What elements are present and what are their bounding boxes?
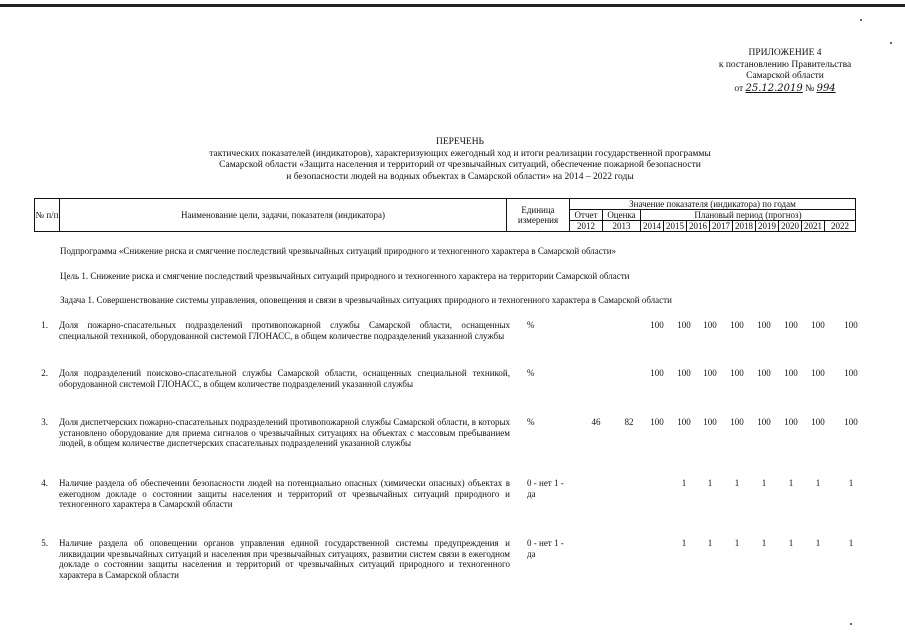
value-2019: 100 — [730, 417, 744, 427]
number-value: 994 — [816, 82, 836, 94]
row-unit: % — [527, 417, 535, 427]
title-line: Самарской области «Защита населения и территорий от чрезвычайных ситуаций, обеспечение пожарной безопасности — [219, 160, 701, 171]
table-header — [34, 198, 856, 232]
header-num: № п/п — [35, 199, 60, 232]
value-2020: 100 — [757, 320, 771, 330]
value-2022: 100 — [811, 368, 825, 378]
header-year: 2013 — [603, 221, 641, 232]
row-number: 1. — [41, 320, 48, 330]
appendix-block — [700, 48, 870, 95]
header-year: 2015 — [664, 221, 687, 232]
value-extra: 1 — [848, 478, 854, 488]
row-name: Доля подразделений поисково-спасательной службы Самарской области, оснащенных специальной техникой, оборудованной системой ГЛОНАСС, в общем количестве подразделений указанной службы — [59, 368, 510, 389]
appendix-title: ПРИЛОЖЕНИЕ 4 — [748, 48, 822, 58]
value-2020: 1 — [761, 538, 767, 548]
title-heading: ПЕРЕЧЕНЬ — [435, 137, 485, 147]
date-prefix: от — [734, 83, 744, 94]
header-report: Отчет — [570, 210, 603, 221]
row-unit: % — [527, 320, 535, 330]
value-2017: 1 — [681, 478, 687, 488]
value-2021: 1 — [788, 538, 794, 548]
value-2018: 100 — [703, 320, 717, 330]
row-name: Доля пожарно-спасательных подразделений противопожарной службы Самарской области, оснащенных специальной техникой, оборудованной системой ГЛОНАСС, в общем количестве подразделений указанной службы — [59, 320, 510, 341]
title-line: тактических показателей (индикаторов), характеризующих ежегодный ход и итоги реализации государственной программы — [209, 148, 711, 159]
value-2017: 100 — [677, 368, 691, 378]
task-heading: Задача 1. Совершенствование системы управления, оповещения и связи в чрезвычайных ситуациях природного и техногенного характера в Самарской области — [60, 295, 672, 305]
value-2016: 100 — [650, 417, 664, 427]
value-2020: 100 — [757, 368, 771, 378]
header-year: 2022 — [825, 221, 856, 232]
value-2021: 1 — [788, 478, 794, 488]
header-year: 2012 — [570, 221, 603, 232]
header-unit: Единица измерения — [507, 199, 570, 232]
value-2022: 100 — [811, 417, 825, 427]
row-name: Наличие раздела об обеспечении безопасности людей на потенциально опасных (химически опасных) объектах в ежегодном докладе о состоянии защиты населения и территорий от чрезвычайных ситуаций природного и техногенного характера в Самарской области — [59, 478, 510, 510]
goal-heading: Цель 1. Снижение риска и смягчение последствий чрезвычайных ситуаций природного и техногенного характера на территории Самарской области — [60, 271, 630, 281]
header-plan: Плановый период (прогноз) — [641, 210, 856, 221]
appendix-region: Самарской области — [746, 71, 824, 81]
value-2021: 100 — [784, 417, 798, 427]
value-2022: 100 — [811, 320, 825, 330]
value-2019: 100 — [730, 320, 744, 330]
value-2021: 100 — [784, 368, 798, 378]
value-2018: 100 — [703, 368, 717, 378]
value-2020: 100 — [757, 417, 771, 427]
header-year: 2018 — [733, 221, 756, 232]
header-year: 2016 — [687, 221, 710, 232]
value-2016: 100 — [650, 320, 664, 330]
value-2017: 1 — [681, 538, 687, 548]
header-year: 2014 — [641, 221, 664, 232]
row-number: 3. — [41, 417, 48, 427]
document-title — [140, 137, 780, 184]
scan-speck — [890, 42, 892, 44]
title-line: и безопасности людей на водных объектах в Самарской области» на 2014 – 2022 годы — [286, 172, 634, 183]
header-values: Значение показателя (индикатора) по годам — [570, 199, 856, 210]
row-unit: % — [527, 368, 535, 378]
value-2018: 1 — [707, 478, 713, 488]
value-2017: 100 — [677, 320, 691, 330]
row-name: Доля диспетчерских пожарно-спасательных подразделений противопожарной службы Самарской области, в которых установлено оборудование для приема сигналов о чрезвычайных ситуациях на объектах с массовым пребыванием людей, в общем количестве диспетчерских спасательных подразделений указанной службы — [59, 417, 510, 449]
scan-speck — [860, 19, 862, 21]
value-2022: 1 — [815, 478, 821, 488]
value-2019: 1 — [734, 538, 740, 548]
appendix-date-line — [700, 83, 870, 96]
row-unit: 0 - нет 1 - да — [527, 538, 564, 559]
header-year: 2017 — [710, 221, 733, 232]
row-number: 4. — [41, 478, 48, 488]
appendix-resolution: к постановлению Правительства — [718, 59, 852, 70]
value-2020: 1 — [761, 478, 767, 488]
value-extra: 1 — [848, 538, 854, 548]
value-2017: 100 — [677, 417, 691, 427]
value-extra: 100 — [844, 320, 858, 330]
value-2018: 100 — [703, 417, 717, 427]
row-number: 2. — [41, 368, 48, 378]
value-extra: 100 — [844, 417, 858, 427]
value-2014: 46 — [591, 417, 601, 427]
value-2015: 82 — [624, 417, 634, 427]
row-number: 5. — [41, 538, 48, 548]
header-year: 2020 — [779, 221, 802, 232]
value-2022: 1 — [815, 538, 821, 548]
value-2018: 1 — [707, 538, 713, 548]
header-year: 2019 — [756, 221, 779, 232]
date-value: 25.12.2019 — [745, 82, 803, 94]
row-name: Наличие раздела об оповещении органов управления единой государственной системы предупреждения и ликвидации чрезвычайных ситуаций и населения при чрезвычайных ситуациях, развитии систем связи в ежегодном докладе о состоянии защиты населения и территорий от чрезвычайных ситуаций природного и техногенного характера в Самарской области — [59, 538, 510, 580]
number-prefix: № — [805, 83, 815, 94]
header-estimate: Оценка — [603, 210, 641, 221]
header-name: Наименование цели, задачи, показателя (индикатора) — [60, 199, 507, 232]
value-2016: 100 — [650, 368, 664, 378]
top-border-line — [0, 4, 905, 7]
value-2019: 1 — [734, 478, 740, 488]
value-extra: 100 — [844, 368, 858, 378]
header-year: 2021 — [802, 221, 825, 232]
row-unit: 0 - нет 1 - да — [527, 478, 564, 499]
value-2021: 100 — [784, 320, 798, 330]
value-2019: 100 — [730, 368, 744, 378]
subprogram-heading: Подпрограмма «Снижение риска и смягчение последствий чрезвычайных ситуаций природного и техногенного характера в Самарской области» — [60, 246, 617, 256]
scan-speck — [850, 623, 852, 625]
